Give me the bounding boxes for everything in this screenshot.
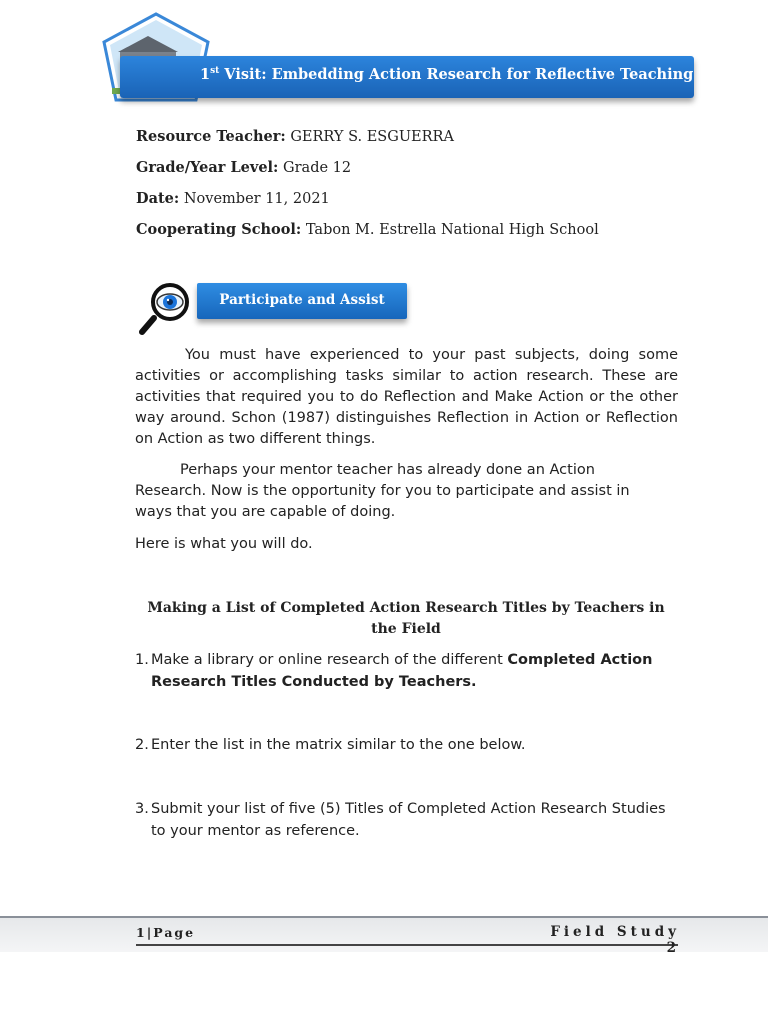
section-banner-title: Participate and Assist [219,292,385,308]
step-3: 3. Submit your list of five (5) Titles of Completed Action Research Studies to your mentor as reference. [135,801,666,839]
grade-level-line: Grade/Year Level: Grade 12 [136,159,352,176]
page-number: 1|Page [136,925,196,940]
mentor-paragraph: Perhaps your mentor teacher has already done an Action Research. Now is the opportunity for you to participate and assist in ways that you are capable of doing. [135,462,630,520]
magnifier-eye-icon [138,282,200,338]
step-2: 2. Enter the list in the matrix similar to the one below. [135,737,526,753]
step-1: 1. Make a library or online research of the different Completed Action Research Titles Conducted by Teachers. [135,652,653,690]
list-heading: Making a List of Completed Action Research Titles by Teachers in the Field [147,600,665,637]
date-line: Date: November 11, 2021 [136,190,330,207]
instruction-lead: Here is what you will do. [135,536,313,552]
intro-paragraph: You must have experienced to your past subjects, doing some activities or accomplishing tasks similar to action research. These are activities that required you to do Reflection and Make Action or the other way around. Schon (1987) distinguishes Reflection in Action or Reflection on Action as two different things. [135,347,678,447]
header-title: 1st Visit: Embedding Action Research for Reflective Teaching [200,66,694,83]
resource-teacher-line: Resource Teacher: GERRY S. ESGUERRA [136,128,454,145]
cooperating-school-line: Cooperating School: Tabon M. Estrella National High School [136,221,599,238]
course-name: Field Study 2 [550,924,680,956]
